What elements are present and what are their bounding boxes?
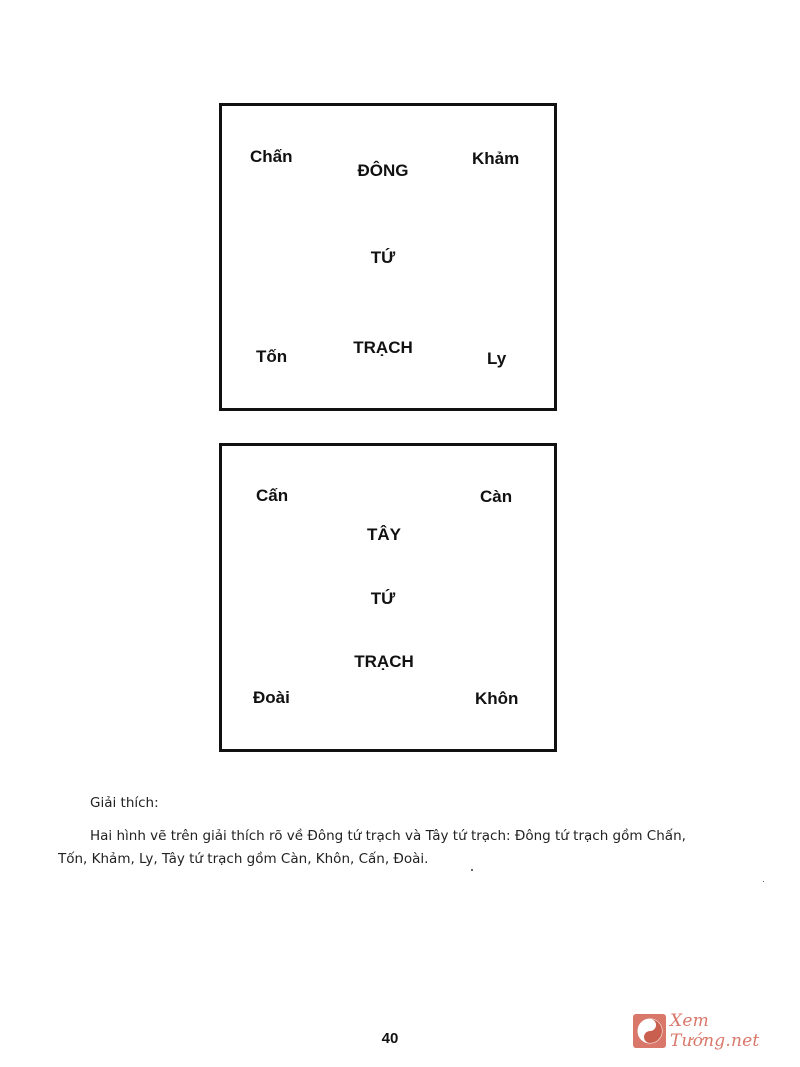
scan-speck	[471, 869, 473, 871]
caption-line1: Hai hình vẽ trên giải thích rõ về Đông tứ trạch và Tây tứ trạch: Đông tứ trạch gồm Chấn,	[90, 828, 686, 844]
east-bottom-left-label: Tốn	[256, 347, 288, 366]
east-bottom-right-label: Ly	[487, 349, 507, 368]
east-top-right-label: Khảm	[472, 149, 520, 168]
caption-title: Giải thích:	[90, 795, 159, 811]
caption-line2: Tốn, Khảm, Ly, Tây tứ trạch gồm Càn, Khôn, Cấn, Đoài.	[58, 851, 429, 867]
west-center-line1: TÂY	[367, 525, 401, 544]
west-top-left-label: Cấn	[256, 486, 289, 505]
page-number: 40	[381, 1030, 399, 1047]
watermark-logo	[633, 1013, 800, 1049]
east-top-left-label: Chấn	[250, 147, 293, 166]
east-center-line3: TRẠCH	[353, 338, 413, 357]
east-center-line1: ĐÔNG	[357, 161, 409, 180]
west-bottom-left-label: Đoài	[253, 688, 290, 707]
west-bottom-right-label: Khôn	[475, 689, 519, 708]
east-center-line2: TỨ	[370, 248, 396, 267]
yin-yang-icon	[633, 1014, 666, 1048]
west-center-line2: TỨ	[370, 589, 396, 608]
scan-speck	[763, 881, 764, 882]
watermark-text: Xem Tướng.net	[670, 1011, 760, 1051]
west-center-line3: TRẠCH	[354, 652, 414, 671]
west-top-right-label: Càn	[480, 487, 513, 506]
